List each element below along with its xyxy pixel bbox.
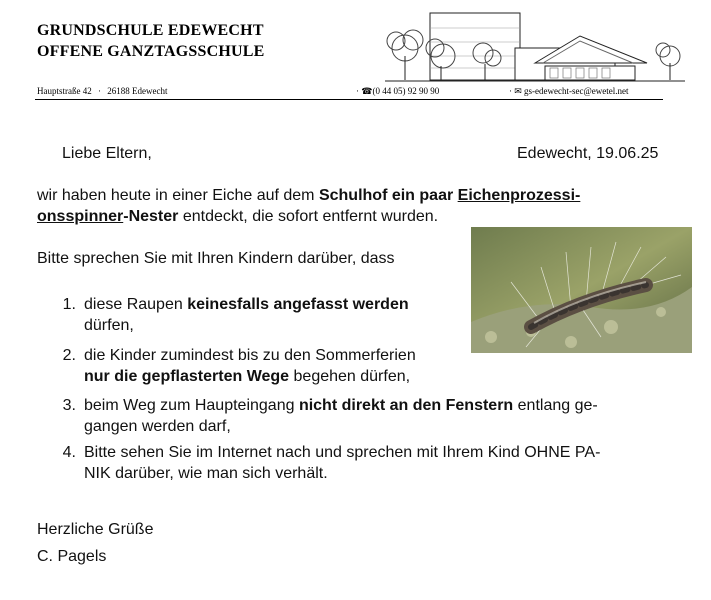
list-item-3-line-2: gangen werden darf, [84, 418, 231, 435]
email-icon: ✉ [514, 86, 522, 96]
para1-eichenprozessionsspinner-part1: Eichenprozessi- [457, 187, 581, 204]
item3-text-end: entlang ge- [513, 397, 598, 414]
intro-paragraph-line-1 [37, 185, 580, 206]
list-item-4-line-1: Bitte sehen Sie im Internet nach und sprechen mit Ihrem Kind OHNE PA- [84, 444, 601, 461]
list-number-4: 4. [62, 444, 76, 461]
letterhead-divider [35, 99, 663, 100]
list-item-2-line-1: die Kinder zumindest bis zu den Sommerferien [84, 347, 416, 364]
place-date: Edewecht, 19.06.25 [517, 145, 659, 162]
list-item-1-line-1 [84, 294, 409, 315]
para1-bold-schulhof: Schulhof ein paar [318, 187, 458, 204]
para1-text: wir haben heute in einer Eiche auf dem [37, 187, 319, 204]
separator-2: · [356, 86, 359, 96]
email-address: gs-edewecht-sec@ewetel.net [524, 86, 629, 96]
school-type: OFFENE GANZTAGSSCHULE [37, 43, 265, 60]
item1-text: diese Raupen [84, 296, 188, 313]
item2-text: begehen dürfen, [289, 368, 411, 385]
email-line [509, 86, 629, 97]
phone-number: (0 44 05) 92 90 90 [372, 86, 440, 96]
salutation: Liebe Eltern, [62, 145, 152, 162]
list-item-1-line-2: dürfen, [84, 317, 134, 334]
para1-eichenprozessionsspinner-part2: onsspinner [37, 208, 124, 225]
request-paragraph: Bitte sprechen Sie mit Ihren Kindern darüber, dass [37, 250, 395, 267]
item3-text: beim Weg zum Haupteingang [84, 397, 299, 414]
para1-text-end: entdeckt, die sofort entfernt wurden. [178, 208, 439, 225]
school-building-illustration [385, 8, 690, 86]
list-number-2: 2. [62, 347, 76, 364]
caterpillar-photo [471, 227, 692, 353]
street: Hauptstraße 42 [37, 86, 92, 96]
list-number-1: 1. [62, 296, 76, 313]
address [37, 86, 167, 96]
phone-icon: ☎ [361, 86, 373, 96]
list-number-3: 3. [62, 397, 76, 414]
item1-bold: keinesfalls angefasst werden [187, 296, 409, 313]
city: 26188 Edewecht [107, 86, 168, 96]
signature: C. Pagels [37, 548, 107, 565]
separator: · [97, 86, 101, 96]
list-item-2-line-2 [84, 366, 410, 387]
phone-line [356, 86, 439, 97]
item3-bold: nicht direkt an den Fenstern [298, 397, 514, 414]
separator-3: · [509, 86, 512, 96]
intro-paragraph-line-2 [37, 206, 438, 227]
list-item-3-line-1 [84, 395, 598, 416]
item2-bold: nur die gepflasterten Wege [84, 368, 290, 385]
school-name: GRUNDSCHULE EDEWECHT [37, 22, 264, 39]
para1-bold-nester: -Nester [123, 208, 179, 225]
closing: Herzliche Grüße [37, 521, 154, 538]
list-item-4-line-2: NIK darüber, wie man sich verhält. [84, 465, 328, 482]
